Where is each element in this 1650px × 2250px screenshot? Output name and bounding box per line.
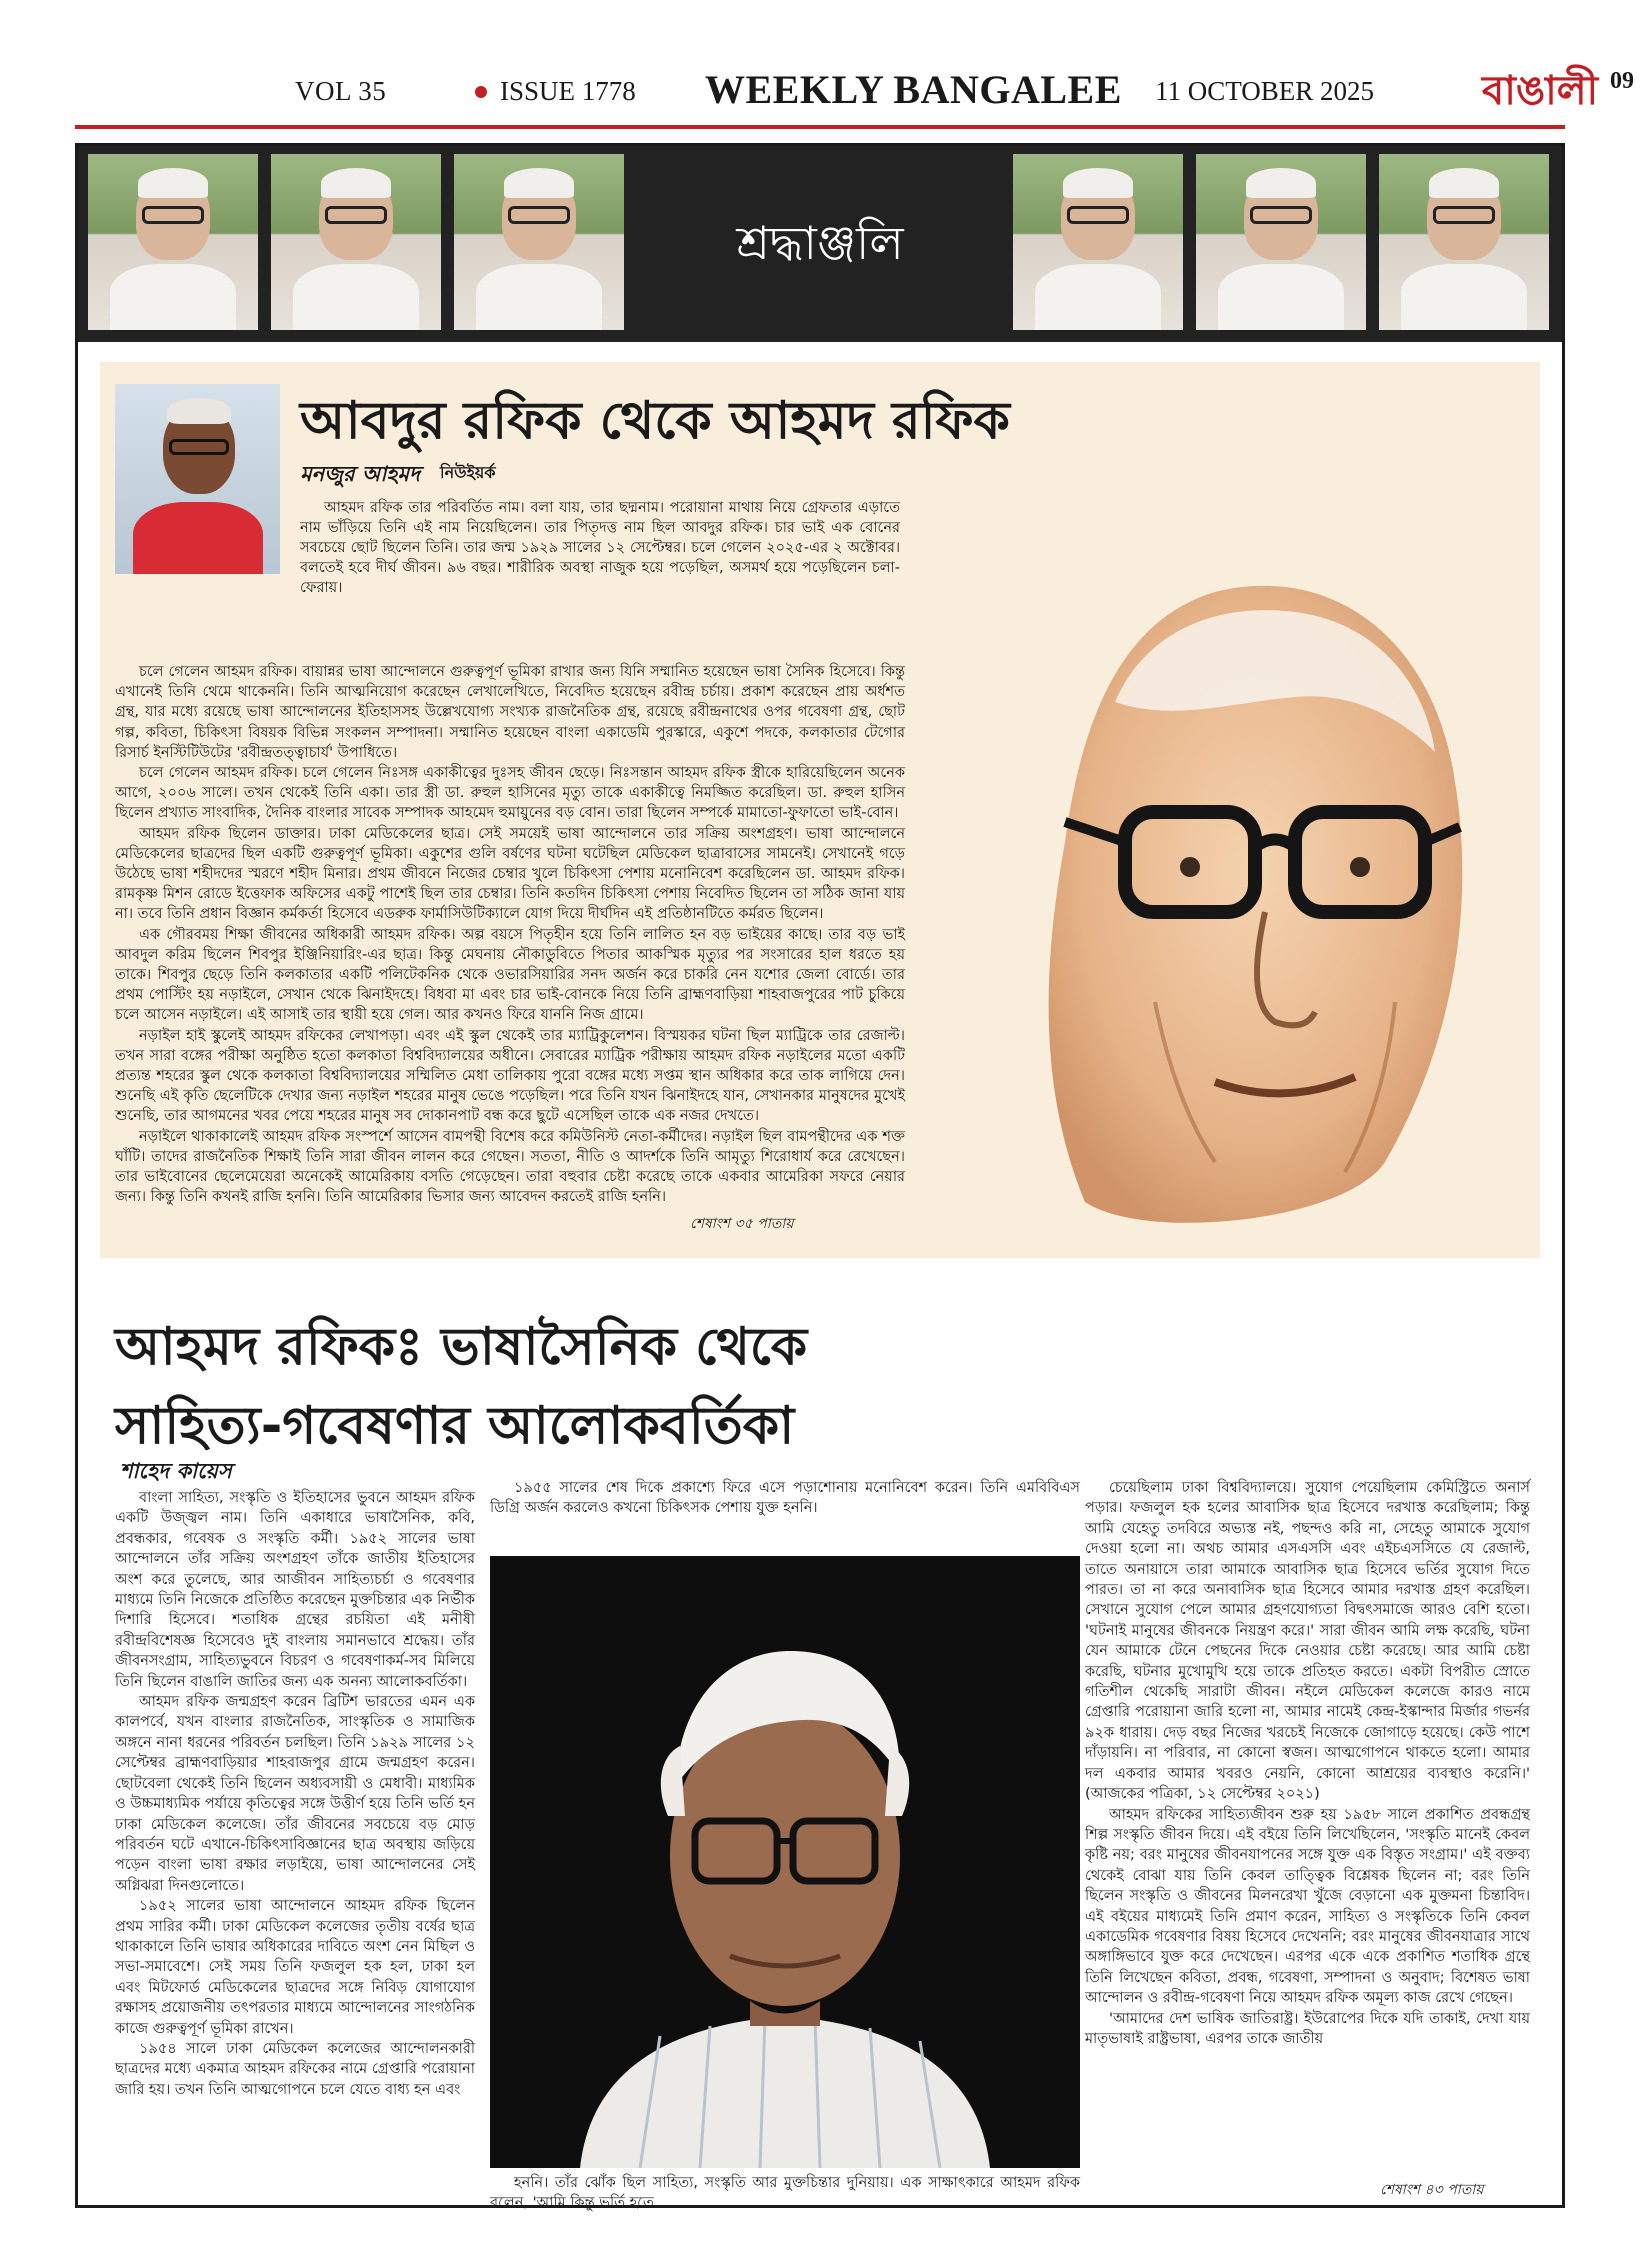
portrait-thumbnail bbox=[88, 154, 258, 330]
separator-dot-icon bbox=[475, 86, 487, 98]
article2-author: শাহেদ কায়েস bbox=[120, 1459, 232, 1483]
article-body: চলে গেলেন আহমদ রফিক। বায়ান্নর ভাষা আন্দোলনে গুরুত্বপূর্ণ ভূমিকা রাখার জন্য যিনি সম্মানিত হয়েছেন ভাষা সৈনিক হিসেবে। কিন্তু এখানেই তিনি থেমে থাকেননি। তিনি আত্মনিয়োগ করেছেন লেখালেখিতে, নিবেদিত হয়েছেন রবীন্দ্র চর্চায়। প্রকাশ করেছেন প্রায় অর্ধশত গ্রন্থ, যার মধ্যে রয়েছে ভাষা আন্দোলনের ইতিহাসসহ উল্লেখযোগ্য সংখ্যক রাজনৈতিক গ্রন্থ, রয়েছে রবীন্দ্রনাথের ওপর গবেষণা গ্রন্থ, ছোট গল্প, কবিতা, চিকিৎসা বিষয়ক বিভিন্ন সংকলন সম্পাদনা। সম্মানিত হয়েছেন বাংলা একাডেমি পুরস্কারে, একুশে পদকে, কলকাতার টেগোর রিসার্চ ইনস্টিটিউটের 'রবীন্দ্রতত্ত্বাচার্য' উপাধিতে। চলে গেলেন আহমদ রফিক। চলে গেলেন নিঃসঙ্গ একাকীত্বের দুঃসহ জীবন ছেড়ে। নিঃসন্তান আহমদ রফিক স্ত্রীকে হারিয়েছিলেন অনেক আগে, ২০০৬ সালে। তখন থেকেই তিনি একা। তার স্ত্রী ডা. রুহুল হাসিনের মৃত্যু তাকে একাকীত্বে নিমজ্জিত করেছিল। ডা. রুহুল হাসিন ছিলেন প্রখ্যাত সাংবাদিক, দৈনিক বাংলার সাবেক সম্পাদক আহমেদ হুমায়ুনের বড় বোন। তারা ছিলেন সম্পর্কে মামাতো-ফুফাতো ভাই-বোন। আহমদ রফিক ছিলেন ডাক্তার। ঢাকা মেডিকেলের ছাত্র। সেই সময়েই ভাষা আন্দোলনে তার সক্রিয় অংশগ্রহণ। ভাষা আন্দোলনে মেডিকেলের ছাত্রদের ছিল একটি গুরুত্বপূর্ণ ভূমিকা। একুশের গুলি বর্ষণের ঘটনা ঘটেছিল মেডিকেল ছাত্রাবাসের সামনেই। সেখানেই গড়ে উঠেছে ভাষা শহীদদের স্মরণে শহীদ মিনার। প্রথম জীবনে নিজের চেম্বার খুলে চিকিৎসা পেশায় মনোনিবেশ করেছিলেন ডা. আহমদ রফিক। রামকৃষ্ণ মিশন রোডে ইত্তেফাক অফিসের একটু পাশেই ছিল তার চেম্বার। তিনি কতদিন চিকিৎসা পেশায় নিবেদিত ছিলেন তা সঠিক জানা যায় না। তবে তিনি প্রধান বিজ্ঞান কর্মকর্তা হিসেবে এডরুক ফার্মাসিউটিক্যালে যোগ দিয়ে দীর্ঘদিন এই প্রতিষ্ঠানটিতে কর্মরত ছিলেন। এক গৌরবময় শিক্ষা জীবনের অধিকারী আহমদ রফিক। অল্প বয়সে পিতৃহীন হয়ে তিনি লালিত হন বড় ভাইয়ের কাছে। তার বড় ভাই আবদুল করিম ছিলেন শিবপুর ইঞ্জিনিয়ারিং-এর ছাত্র। কিন্তু মেঘনায় নৌকাডুবিতে পিতার আকস্মিক মৃত্যুর পর সংসারের হাল ধরতে হয় তাকে। শিবপুর ছেড়ে তিনি কলকাতার একটি পলিটেকনিক থেকে ওভারসিয়ারির সনদ অর্জন করে চাকরি নেন যশোর জেলা বোর্ডে। তার প্রথম পোস্টিং হয় নড়াইলে, সেখান থেকে ঝিনাইদহে। বিধবা মা এবং চার ভাই-বোনকে নিয়ে তিনি ব্রাহ্মণবাড়িয়া শাহবাজপুরের পাট চুকিয়ে চলে আসেন নড়াইলে। এই আসাই তার স্থায়ী হয়ে গেল। আর কখনও ফিরে যাননি নিজ গ্রামে। নড়াইল হাই স্কুলেই আহমদ রফিকের লেখাপড়া। এবং এই স্কুল থেকেই তার ম্যাট্রিকুলেশন। বিস্ময়কর ঘটনা ছিল ম্যাট্রিকে তার রেজাল্ট। তখন সারা বঙ্গের পরীক্ষা অনুষ্ঠিত হতো কলকাতা বিশ্ববিদ্যালয়ের অধীনে। সেবারের ম্যাট্রিক পরীক্ষায় আহমদ রফিক নড়াইলের মতো একটি প্রত্যন্ত শহরের স্কুল থেকে কলকাতা বিশ্ববিদ্যালয়ের সম্মিলিত মেধা তালিকায় পুরো বঙ্গের মধ্যে সপ্তম স্থান অধিকার করে তাক লাগিয়ে দেন। শুনেছি এই কৃতি ছেলেটিকে দেখার জন্য নড়াইল শহরের মানুষ ভেঙে পড়েছিল। পরে তিনি যখন ঝিনাইদহে যান, সেখানকার মানুষদের মুখেই শুনেছি, তার আগমনের খবর পেয়ে শহরের মানুষ সব দোকানপাট বন্ধ করে ছুটে এসেছিল তাকে এক নজর দেখতে। নড়াইলে থাকাকালেই আহমদ রফিক সংস্পর্শে আসেন বামপন্থী বিশেষ করে কমিউনিস্ট নেতা-কর্মীদের। নড়াইল ছিল বামপন্থীদের এক শক্ত ঘাঁটি। তাদের রাজনৈতিক শিক্ষাই তিনি সারা জীবন লালন করে গেছেন। সততা, নীতি ও আদর্শকে তিনি আমৃত্যু শিরোধার্য করে রেখেছেন। তার ভাইবোনের ছেলেমেয়েরা অনেকেই আমেরিকায় বসতি গেড়েছেন। তারা বহুবার চেষ্টা করেছে তাকে একবার আমেরিকা সফরে নেয়ার জন্য। কিন্তু তিনি কখনই রাজি হননি। তিনি আমেরিকার ভিসার জন্য আবেদন করতেই রাজি হননি। bbox=[115, 664, 905, 1206]
portrait-thumbnail bbox=[454, 154, 624, 330]
portrait-thumbnail bbox=[271, 154, 441, 330]
portrait-photo bbox=[490, 1556, 1080, 2168]
article2-continued-note: শেষাংশ ৪৩ পাতায় bbox=[1380, 2182, 1484, 2198]
portrait-thumbnail bbox=[1196, 154, 1366, 330]
article2-column-3: চেয়েছিলাম ঢাকা বিশ্ববিদ্যালয়ে। সুযোগ পেয়েছিলাম কেমিস্ট্রিতে অনার্স পড়ার। ফজলুল হক হলের আবাসিক ছাত্র হিসেবে দরখাস্ত করেছিলাম; কিন্তু আমি যেহেতু তদবিরে অভ্যস্ত নই, পছন্দও করি না, সেহেতু আমাকে সুযোগ দেওয়া হলো না। অথচ আমার এসএসসি এবং এইচএসসিতে যে রেজাল্ট, তাতে অনায়াসে তারা আমাকে আবাসিক ছাত্র হিসেবে ভর্তির সুযোগ দিতে পারত। তা না করে অনাবাসিক ছাত্র হিসেবে আমার দরখাস্ত গ্রহণ করেছিল। সেখানে সুযোগ পেলে আমার গ্রহণযোগ্যতা বিদ্বৎসমাজে আরও বেশি হতো। 'ঘটনাই মানুষের জীবনকে নিয়ন্ত্রণ করে।' সারা জীবন আমি লক্ষ করেছি, ঘটনা যেন আমাকে টেনে পেছনের দিকে নেওয়ার চেষ্টা করেছে। আর আমি চেষ্টা করেছি, ঘটনার মুখোমুখি হয়ে তাকে প্রতিহত করতে। একটা বিপরীত স্রোতে গতিশীল থেকেছি সারাটা জীবন। নইলে মেডিকেল কলেজে কারও নামে গ্রেপ্তারি পরোয়ানা জারি হলো না, আমার নামেই কেন্দ্র-ইস্কান্দার মির্জার গভর্নর ৯২ক ধারায়। দেড় বছর নিজের খরচেই নিজেকে জোগাড়ে হয়েছে। কেউ পাশে দাঁড়ায়নি। না পরিবার, না কোনো স্বজন। আত্মগোপনে থাকতে হলো। আমার দল একবার আমার খবরও নেয়নি, কোনো আশ্রয়ের ব্যবস্থাও করেনি।' (আজকের পত্রিকা, ১২ সেপ্টেম্বর ২০২১) আহমদ রফিকের সাহিত্যজীবন শুরু হয় ১৯৫৮ সালে প্রকাশিত প্রবন্ধগ্রন্থ শিল্প সংস্কৃতি জীবন দিয়ে। এই বইয়ে তিনি লিখেছিলেন, 'সংস্কৃতি মানেই কেবল কৃষ্টি নয়; বরং মানুষের জীবনযাপনের সঙ্গে যুক্ত এক বিস্তৃত সংগ্রাম।' এই বক্তব্য থেকেই বোঝা যায় তিনি কেবল তাত্ত্বিক বিশ্লেষক ছিলেন না; বরং তিনি ছিলেন সংস্কৃতি ও জীবনের মিলনরেখা খুঁজে বেড়ানো এক মুক্তমনা চিন্তাবিদ। এই বইয়ের মাধ্যমেই তিনি প্রমাণ করেন, সাহিত্য ও সংস্কৃতিকে তিনি কেবল একাডেমিক গবেষণার বিষয় হিসেবে দেখেননি; বরং মানুষের জীবনযাত্রার সাথে অঙ্গাঙ্গিভাবে যুক্ত করে দেখেছেন। এরপর একে একে প্রকাশিত শতাধিক গ্রন্থে তিনি লিখেছেন কবিতা, প্রবন্ধ, গবেষণা, সম্পাদনা ও অনুবাদ; বিশেষত ভাষা আন্দোলন ও রবীন্দ্র-গবেষণা নিয়ে আহমদ রফিক অমূল্য কাজ রেখে গেছেন। 'আমাদের দেশ ভাষিক জাতিরাষ্ট্র। ইউরোপের দিকে যদি তাকাই, দেখা যায় মাতৃভাষাই রাষ্ট্রভাষা, এরপর তাকে জাতীয় bbox=[1085, 1480, 1530, 2047]
issue-date: 11 OCTOBER 2025 bbox=[1155, 76, 1375, 106]
article2-headline-line1: আহমদ রফিকঃ ভাষাসৈনিক থেকে bbox=[115, 1317, 808, 1377]
newspaper-logo: বাঙালী bbox=[1481, 68, 1599, 114]
masthead bbox=[75, 60, 1634, 125]
article-lead: আহমদ রফিক তার পরিবর্তিত নাম। বলা যায়, তার ছদ্মনাম। পরোয়ানা মাথায় নিয়ে গ্রেফতার এড়াতে নাম ভাঁড়িয়ে তিনি এই নাম নিয়েছিলেন। তার পিতৃদত্ত নাম ছিল আবদুর রফিক। চার ভাই এক বোনের সবচেয়ে ছোট ছিলেন তিনি। তার জন্ম ১৯২৯ সালের ১২ সেপ্টেম্বর। চলে গেলেন ২০২৫-এর ২ অক্টোবর। বলতেই হবে দীর্ঘ জীবন। ৯৬ বছর। শারীরিক অবস্থা নাজুক হয়ে পড়েছিল, অসমর্থ হয়ে পড়েছিলেন চলা-ফেরায়। bbox=[300, 500, 900, 596]
portrait-thumbnail bbox=[1013, 154, 1183, 330]
portrait-illustration bbox=[915, 482, 1535, 1242]
author-photo bbox=[115, 384, 280, 574]
page-number: 09 bbox=[1610, 68, 1634, 94]
article2-column-1: বাংলা সাহিত্য, সংস্কৃতি ও ইতিহাসের ভুবনে আহমদ রফিক একটি উজ্জ্বল নাম। তিনি একাধারে ভাষাসৈনিক, কবি, প্রবন্ধকার, গবেষক ও সংস্কৃতি কর্মী। ১৯৫২ সালের ভাষা আন্দোলনে তাঁর সক্রিয় অংশগ্রহণ তাঁকে জাতীয় ইতিহাসের অংশ করে তুলেছে, আর আজীবন সাহিত্যচর্চা ও গবেষণার মাধ্যমে তিনি নিজেকে প্রতিষ্ঠিত করেছেন মুক্তচিন্তার এক নির্ভীক দিশারি হিসেবে। শতাধিক গ্রন্থের রচয়িতা এই মনীষী রবীন্দ্রবিশেষজ্ঞ হিসেবেও দুই বাংলায় সমানভাবে শ্রদ্ধেয়। তাঁর জীবনসংগ্রাম, সাহিত্যভুবনে বিচরণ ও গবেষণাকর্ম-সব মিলিয়ে তিনি ছিলেন বাঙালি জাতির জন্য এক অনন্য আলোকবর্তিকা। আহমদ রফিক জন্মগ্রহণ করেন ব্রিটিশ ভারতের এমন এক কালপর্বে, যখন বাংলার রাজনৈতিক, সাংস্কৃতিক ও সামাজিক অঙ্গনে নানা ধরনের পরিবর্তন চলছিল। তিনি ১৯২৯ সালের ১২ সেপ্টেম্বর ব্রাহ্মণবাড়িয়ার শাহবাজপুর গ্রামে জন্মগ্রহণ করেন। ছোটবেলা থেকেই তিনি ছিলেন অধ্যবসায়ী ও মেধাবী। মাধ্যমিক ও উচ্চমাধ্যমিক পর্যায়ে কৃতিত্বের সঙ্গে উত্তীর্ণ হয়ে তিনি ভর্তি হন ঢাকা মেডিকেল কলেজে। তাঁর জীবনের সবচেয়ে বড় মোড় পরিবর্তন ঘটে এখানে-চিকিৎসাবিজ্ঞানের ছাত্র অবস্থায় জড়িয়ে পড়েন বাংলা ভাষা রক্ষার লড়াইয়ে, ভাষা আন্দোলনের সেই অগ্নিঝরা দিনগুলোতে। ১৯৫২ সালের ভাষা আন্দোলনে আহমদ রফিক ছিলেন প্রথম সারির কর্মী। ঢাকা মেডিকেল কলেজের তৃতীয় বর্ষের ছাত্র থাকাকালে তিনি ভাষার অধিকারের দাবিতে অংশ নেন মিছিল ও সভা-সমাবেশে। সেই সময় তিনি ফজলুল হক হল, ঢাকা হল এবং মিটফোর্ড মেডিকেলের ছাত্রদের সঙ্গে নিবিড় যোগাযোগ রক্ষাসহ প্রয়োজনীয় তৎপরতার মাধ্যমে আন্দোলনের সাংগঠনিক কাজে গুরুত্বপূর্ণ ভূমিকা রাখেন। ১৯৫৪ সালে ঢাকা মেডিকেল কলেজের আন্দোলনকারী ছাত্রদের মধ্যে একমাত্র আহমদ রফিকের নামে গ্রেপ্তারি পরোয়ানা জারি হয়। তখন তিনি আত্মগোপনে চলে যেতে বাধ্য হন এবং bbox=[115, 1490, 475, 2098]
issue-label: ISSUE 1778 bbox=[500, 76, 636, 106]
masthead-rule bbox=[75, 125, 1565, 129]
continued-note: শেষাংশ ৩৫ পাতায় bbox=[690, 1216, 794, 1232]
article-headline: আবদুর রফিক থেকে আহমদ রফিক bbox=[300, 391, 1010, 451]
author-byline: মনজুর আহমদ bbox=[300, 462, 421, 486]
article-tribute bbox=[100, 362, 1540, 1258]
dateline-city: নিউইয়র্ক bbox=[440, 463, 496, 482]
banner-title: শ্রদ্ধাঞ্জলি bbox=[736, 216, 904, 270]
newspaper-name: WEEKLY BANGALEE bbox=[705, 67, 1122, 112]
article2-column-2-bottom: হননি। তাঁর ঝোঁক ছিল সাহিত্য, সংস্কৃতি আর মুক্তচিন্তার দুনিয়ায়। এক সাক্ষাৎকারে আহমদ রফিক বলেন, 'আমি কিন্তু ভর্তি হতে bbox=[490, 2175, 1080, 2212]
article2-headline-line2: সাহিত্য-গবেষণার আলোকবর্তিকা bbox=[115, 1396, 795, 1456]
article2-column-2-top: ১৯৫৫ সালের শেষ দিকে প্রকাশ্যে ফিরে এসে পড়াশোনায় মনোনিবেশ করেন। তিনি এমবিবিএস ডিগ্রি অর্জন করলেও কখনো চিকিৎসক পেশায় যুক্ত হননি। bbox=[490, 1480, 1080, 1517]
tribute-banner bbox=[78, 146, 1562, 342]
portrait-thumbnail bbox=[1379, 154, 1549, 330]
volume-label: VOL 35 bbox=[295, 76, 387, 106]
